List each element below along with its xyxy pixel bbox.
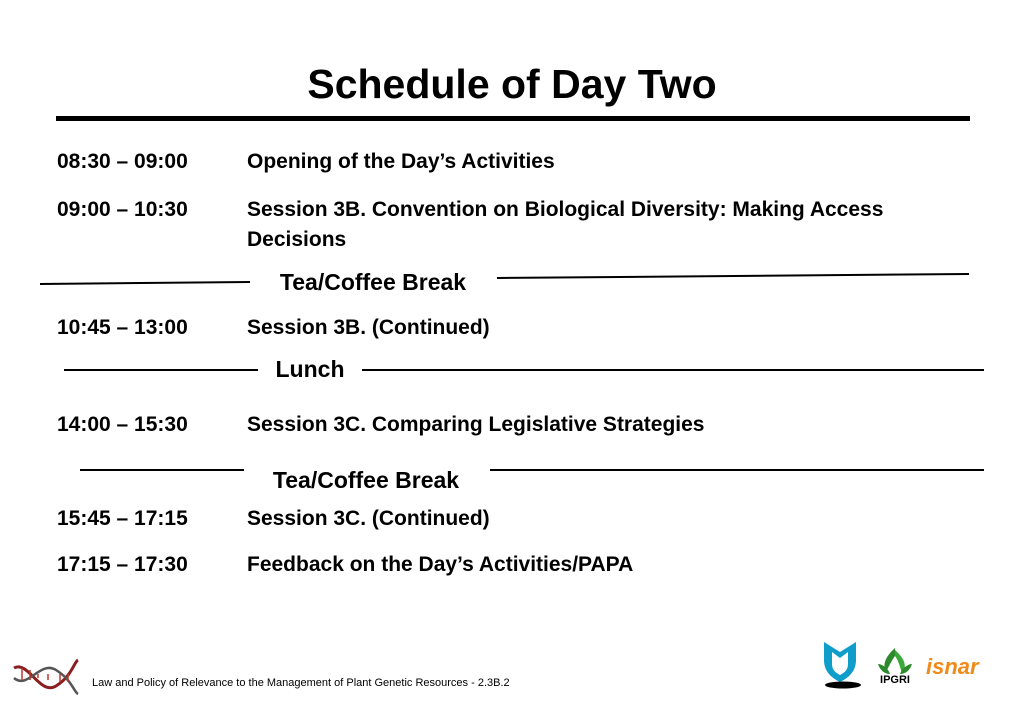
break-rule-lunch-left	[64, 369, 258, 371]
schedule-time-1: 08:30 – 09:00	[57, 150, 188, 173]
organization-logo-icon	[812, 638, 870, 692]
schedule-item-4: Session 3C. Comparing Legislative Strategies	[247, 413, 705, 436]
slide-title: Schedule of Day Two	[307, 61, 717, 107]
break-label-tea-2: Tea/Coffee Break	[272, 467, 460, 493]
break-label-tea-1: Tea/Coffee Break	[279, 269, 467, 295]
footer-text: Law and Policy of Relevance to the Management of Plant Genetic Resources - 2.3B.2	[92, 677, 510, 689]
schedule-item-3: Session 3B. (Continued)	[247, 316, 490, 339]
break-rule-tea-2-right	[490, 469, 984, 471]
schedule-time-4: 14:00 – 15:30	[57, 413, 188, 436]
title-underline	[56, 116, 970, 121]
schedule-time-2: 09:00 – 10:30	[57, 198, 188, 221]
schedule-item-6: Feedback on the Day’s Activities/PAPA	[247, 553, 634, 576]
schedule-time-5: 15:45 – 17:15	[57, 507, 188, 530]
isnar-logo: isnar	[926, 654, 979, 679]
schedule-item-2: Session 3B. Convention on Biological Diversity: Making Access Decisions	[247, 198, 884, 251]
break-rule-1	[0, 270, 1024, 290]
schedule-time-6: 17:15 – 17:30	[57, 553, 188, 576]
schedule-item-1: Opening of the Day’s Activities	[247, 150, 555, 173]
dna-helix-icon	[10, 656, 82, 698]
ipgri-logo-text: IPGRI	[880, 674, 910, 686]
break-rule-tea-2-left	[80, 469, 244, 471]
break-rule-lunch-right	[362, 369, 984, 371]
schedule-time-3: 10:45 – 13:00	[57, 316, 188, 339]
break-label-lunch: Lunch	[275, 356, 345, 382]
schedule-item-5: Session 3C. (Continued)	[247, 507, 490, 530]
